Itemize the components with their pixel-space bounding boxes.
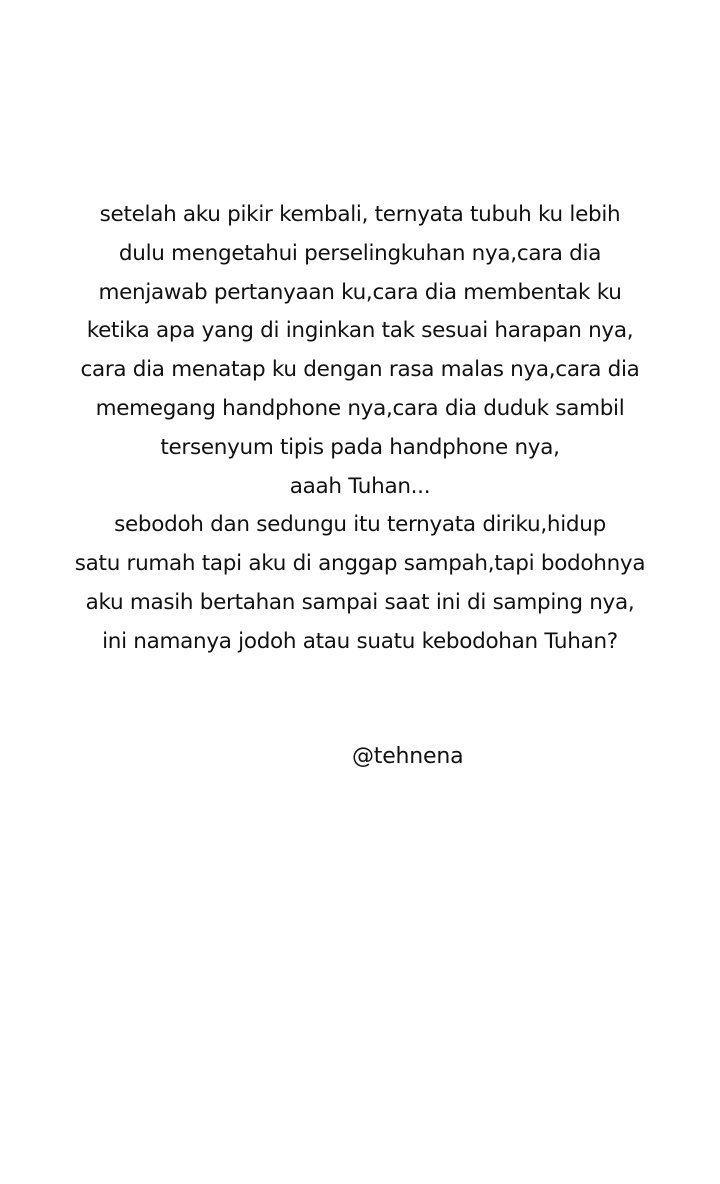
poem-line: memegang handphone nya,cara dia duduk sambil (95, 395, 625, 421)
poem-line: cara dia menatap ku dengan rasa malas nya,cara dia (80, 357, 640, 383)
poem-line: sebodoh dan sedungu itu ternyata diriku,hidup (114, 512, 606, 538)
poem-line: ketika apa yang di inginkan tak sesuai harapan nya, (86, 318, 634, 344)
poem-line: aku masih bertahan sampai saat ini di samping nya, (85, 589, 635, 615)
poem-line: setelah aku pikir kembali, ternyata tubuh ku lebih (99, 202, 621, 227)
poem-text (0, 196, 720, 662)
poem-line: aaah Tuhan... (289, 473, 431, 499)
poem-line: ini namanya jodoh atau suatu kebodohan Tuhan? (102, 628, 618, 654)
poem-line: satu rumah tapi aku di anggap sampah,tapi bodohnya (74, 551, 646, 577)
poem-line: menjawab pertanyaan ku,cara dia membentak ku (98, 279, 622, 305)
author-signature: @tehnena (352, 744, 464, 769)
poem-line: tersenyum tipis pada handphone nya, (160, 434, 560, 460)
poem-line: dulu mengetahui perselingkuhan nya,cara dia (118, 240, 602, 266)
